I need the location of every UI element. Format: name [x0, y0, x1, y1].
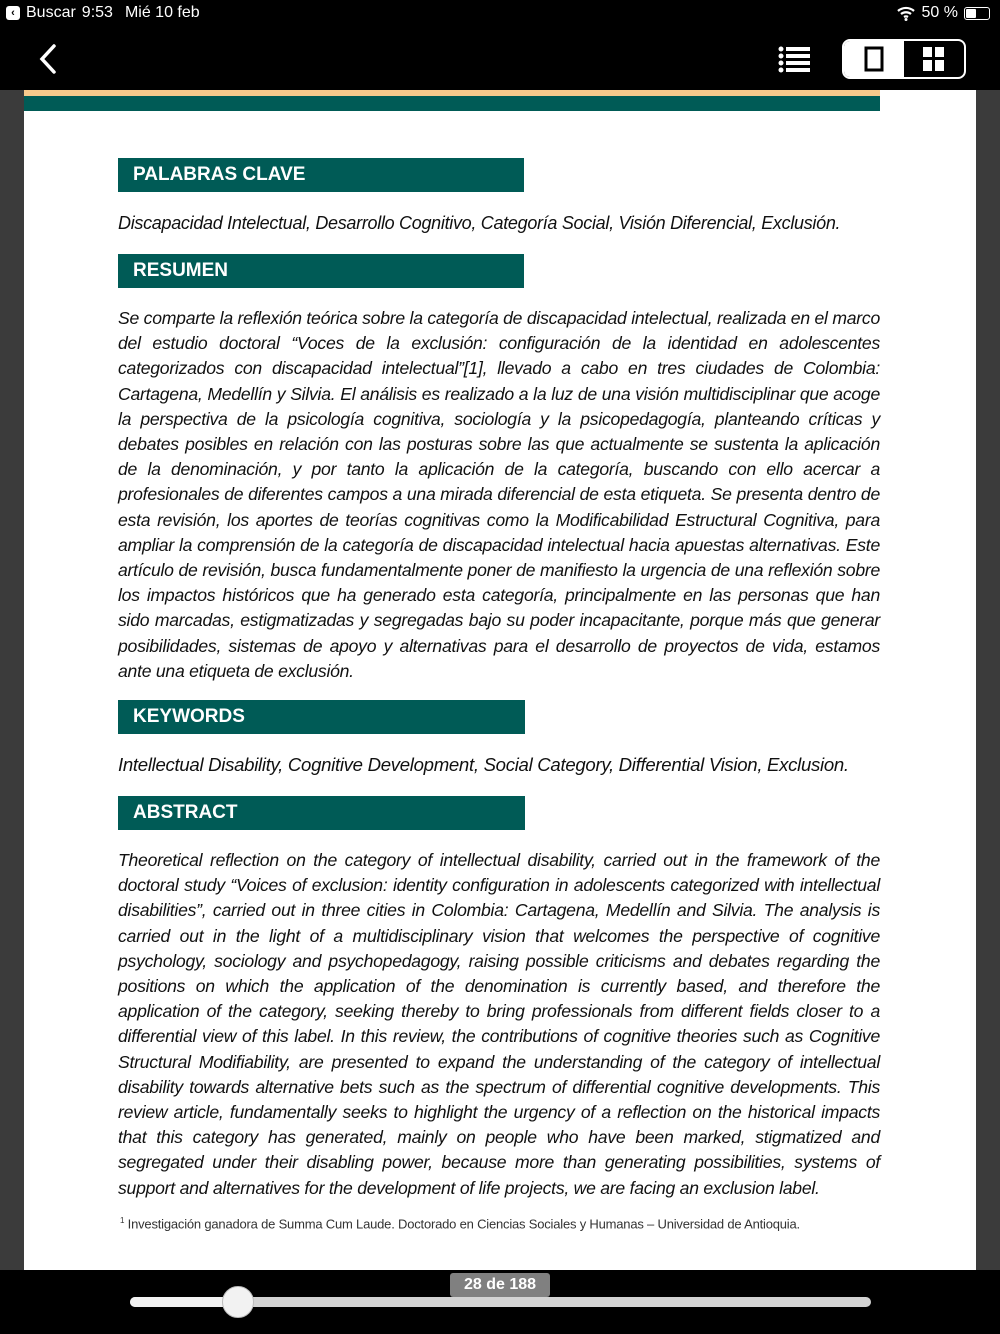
slider-thumb[interactable] — [222, 1286, 254, 1318]
date: Mié 10 feb — [124, 4, 200, 21]
view-mode-toggle — [842, 39, 966, 79]
page-slider[interactable] — [130, 1297, 871, 1307]
keywords-text: Intellectual Disability, Cognitive Development, Social Category, Differential Vision, Exclusion. — [118, 754, 849, 776]
heading-palabras-clave: PALABRAS CLAVE — [118, 158, 524, 192]
chevron-left-icon[interactable] — [36, 42, 60, 76]
reader-toolbar — [0, 28, 1000, 90]
status-bar — [0, 0, 1000, 28]
grid-view-button[interactable] — [904, 41, 964, 77]
footnote — [120, 1213, 976, 1232]
footnote-mark: 1 — [120, 1215, 125, 1225]
back-app-label[interactable]: Buscar — [26, 4, 76, 21]
grid-icon — [923, 47, 945, 71]
palabras-clave-text: Discapacidad Intelectual, Desarrollo Cognitivo, Categoría Social, Visión Diferencial, Exclusión. — [118, 213, 841, 233]
wifi-icon — [896, 5, 916, 21]
document-page — [24, 90, 976, 1270]
list-icon[interactable] — [778, 46, 810, 74]
heading-abstract: ABSTRACT — [118, 796, 525, 830]
header-band — [24, 96, 880, 111]
battery-icon — [964, 7, 990, 20]
single-page-button[interactable] — [844, 41, 904, 77]
heading-resumen: RESUMEN — [118, 254, 524, 288]
footnote-text: Investigación ganadora de Summa Cum Laude. Doctorado en Ciencias Sociales y Humanas – Universidad de Antioquia. — [127, 1216, 800, 1232]
battery-percent: 50 % — [921, 4, 958, 21]
abstract-text: Theoretical reflection on the category of intellectual disability, carried out in the framework of the doctoral study “Voices of exclusion: identity configuration in adolescents categorized with intellectual disabilities”, carried out in three cities in Colombia: Cartagena, Medellín and Silvia. The analysis is carried out in the light of a multidisciplinary vision that welcomes the perspective of cognitive psychology, sociology and psychopedagogy, raising possible criticisms and debates regarding the positions on which the application of the denomination is currently based, and therefore the application of the category, seeking thereby to bring professionals from different fields closer to a differential view of this label. In this review, the contributions of cognitive theories such as Cognitive Structural Modifiability, are presented to expand the understanding of the category of intellectual disability towards alternative bets such as the spectrum of differential cognitive developments. This review article, fundamentally seeks to highlight the urgency of a reflection on the historical impacts that this category has generated, mainly on people who have been marked, stigmatized and segregated under their disabling power, because more than generating possibilities, systems of support and alternatives for the development of life projects, we are facing an exclusion label. — [118, 850, 880, 1198]
resumen-text: Se comparte la reflexión teórica sobre la categoría de discapacidad intelectual, realizada en el marco del estudio doctoral “Voces de la exclusión: configuración de la identidad en adolescentes categorizados con discapacidad intelectual”[1], llevado a cabo en tres ciudades de Colombia: Cartagena, Medellín y Silvia. El análisis es realizado a la luz de una visión multidisciplinar que acoge la perspectiva de la psicología cognitiva, sociología y la psicopedagogía, planteando críticas y debates posibles en relación con las posturas sobre las que actualmente se sustenta la aplicación de la denominación, y por tanto la aplicación de la categoría, buscando con ello acercar a profesionales de diferentes campos a una mirada diferencial de esta etiqueta. Se presenta dentro de esta revisión, los aportes de teorías cognitivas como la Modificabilidad Estructural Cognitiva, para ampliar la comprensión de la categoría de discapacidad intelectual hacia apuestas alternativas. Este artículo de revisión, busca fundamentalmente poner de manifiesto la urgencia de una reflexión sobre los impactos históricos que ha generado esta categoría, principalmente en las personas que han sido marcadas, estigmatizadas y segregadas bajo su poder incapacitante, porque más que generar posibilidades, sistemas de apoyo y alternativas para el desarrollo de proyectos de vida, estamos ante una etiqueta de exclusión. — [118, 308, 880, 681]
time: 9:53 — [81, 4, 113, 21]
single-page-icon — [864, 46, 884, 72]
heading-keywords: KEYWORDS — [118, 700, 525, 734]
page-indicator: 28 de 188 — [450, 1273, 550, 1297]
back-to-app-icon[interactable]: ‹ — [6, 6, 20, 20]
